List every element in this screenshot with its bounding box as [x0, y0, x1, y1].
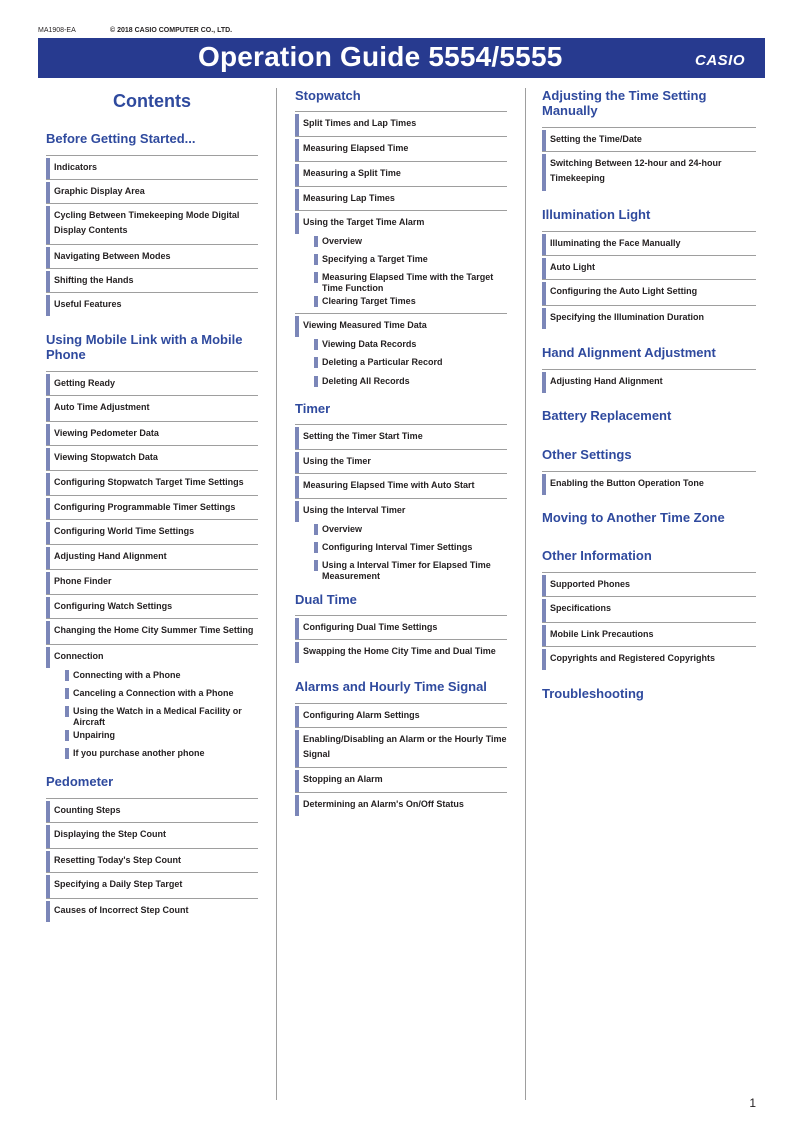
toc-column-1 — [46, 88, 258, 922]
toc-link[interactable]: Enabling the Button Operation Tone — [542, 471, 756, 495]
page-title: Operation Guide 5554/5555 — [198, 41, 563, 72]
toc-link[interactable]: Measuring Elapsed Time — [295, 136, 507, 161]
toc-link[interactable]: Configuring Dual Time Settings — [295, 615, 507, 639]
toc-sublink[interactable]: Deleting a Particular Record — [295, 355, 507, 374]
casio-logo: CASIO — [694, 52, 745, 69]
top-meta — [38, 27, 233, 34]
toc-link[interactable]: Measuring a Split Time — [295, 161, 507, 186]
toc-link[interactable]: Enabling/Disabling an Alarm or the Hourly Time Signal — [295, 727, 507, 767]
toc-link[interactable]: Copyrights and Registered Copyrights — [542, 646, 756, 670]
toc-link[interactable]: Using the Target Time Alarm — [295, 210, 507, 234]
toc-link[interactable]: Swapping the Home City Time and Dual Time — [295, 639, 507, 663]
toc-link[interactable]: Specifying the Illumination Duration — [542, 305, 756, 329]
toc-link[interactable]: Configuring Alarm Settings — [295, 703, 507, 727]
toc-link[interactable]: Configuring World Time Settings — [46, 519, 258, 544]
toc-link[interactable]: Auto Light — [542, 255, 756, 279]
toc-link[interactable]: Setting the Time/Date — [542, 127, 756, 151]
section-heading[interactable]: Pedometer — [46, 774, 114, 789]
toc-link[interactable]: Specifications — [542, 596, 756, 622]
toc-sublink[interactable]: Specifying a Target Time — [295, 252, 507, 270]
section-heading[interactable]: Using Mobile Link with a Mobile Phone — [46, 332, 243, 362]
toc-link[interactable]: Useful Features — [46, 292, 258, 316]
title-banner — [38, 38, 765, 78]
toc-link[interactable]: Navigating Between Modes — [46, 244, 258, 268]
toc-sublink[interactable]: Clearing Target Times — [295, 294, 507, 313]
toc-link[interactable]: Connection — [46, 644, 258, 668]
section-heading[interactable]: Moving to Another Time Zone — [542, 510, 725, 525]
toc-link[interactable]: Using the Interval Timer — [295, 498, 507, 522]
toc-link[interactable]: Phone Finder — [46, 569, 258, 594]
toc-link[interactable]: Indicators — [46, 155, 258, 179]
section-heading[interactable]: Stopwatch — [295, 88, 361, 103]
toc-sublink[interactable]: Using the Watch in a Medical Facility or Aircraft — [46, 704, 258, 728]
toc-sublink[interactable]: Unpairing — [46, 728, 258, 746]
copyright-notice: © 2018 CASIO COMPUTER CO., LTD. — [110, 27, 233, 34]
toc-link[interactable]: Configuring Stopwatch Target Time Settings — [46, 470, 258, 495]
toc-link[interactable]: Counting Steps — [46, 798, 258, 822]
toc-sublink[interactable]: Measuring Elapsed Time with the Target Time Function — [295, 270, 507, 294]
section-heading[interactable]: Illumination Light — [542, 207, 651, 222]
toc-link[interactable]: Resetting Today's Step Count — [46, 848, 258, 872]
toc-link[interactable]: Specifying a Daily Step Target — [46, 872, 258, 898]
section-heading[interactable]: Other Information — [542, 548, 652, 563]
toc-sublink[interactable]: Configuring Interval Timer Settings — [295, 540, 507, 558]
column-divider — [525, 88, 526, 1100]
toc-link[interactable]: Viewing Measured Time Data — [295, 313, 507, 337]
section-heading[interactable]: Hand Alignment Adjustment — [542, 345, 716, 360]
section-heading[interactable]: Battery Replacement — [542, 408, 672, 423]
toc-link[interactable]: Using the Timer — [295, 449, 507, 473]
toc-link[interactable]: Switching Between 12-hour and 24-hour Timekeeping — [542, 151, 756, 191]
toc-link[interactable]: Viewing Pedometer Data — [46, 421, 258, 445]
document-code: MA1908-EA — [38, 27, 76, 34]
toc-sublink[interactable]: Overview — [295, 234, 507, 252]
toc-link[interactable]: Configuring the Auto Light Setting — [542, 279, 756, 305]
toc-sublink[interactable]: If you purchase another phone — [46, 746, 258, 764]
toc-link[interactable]: Measuring Lap Times — [295, 186, 507, 210]
toc-link[interactable]: Supported Phones — [542, 572, 756, 596]
toc-link[interactable]: Auto Time Adjustment — [46, 395, 258, 421]
section-heading[interactable]: Adjusting the Time Setting Manually — [542, 88, 707, 118]
toc-link[interactable]: Mobile Link Precautions — [542, 622, 756, 646]
toc-link[interactable]: Viewing Stopwatch Data — [46, 445, 258, 470]
toc-sublink[interactable]: Using a Interval Timer for Elapsed Time Measurement — [295, 558, 507, 582]
section-heading[interactable]: Troubleshooting — [542, 686, 644, 701]
toc-sublink[interactable]: Deleting All Records — [295, 374, 507, 392]
toc-link[interactable]: Setting the Timer Start Time — [295, 424, 507, 449]
contents-title: Contents — [113, 91, 191, 111]
toc-link[interactable]: Causes of Incorrect Step Count — [46, 898, 258, 922]
column-divider — [276, 88, 277, 1100]
section-heading[interactable]: Before Getting Started... — [46, 131, 196, 146]
section-heading[interactable]: Timer — [295, 401, 331, 416]
toc-link[interactable]: Configuring Programmable Timer Settings — [46, 495, 258, 519]
toc-link[interactable]: Displaying the Step Count — [46, 822, 258, 848]
toc-link[interactable]: Getting Ready — [46, 371, 258, 395]
toc-link[interactable]: Measuring Elapsed Time with Auto Start — [295, 473, 507, 498]
page-number: 1 — [749, 1096, 756, 1110]
section-heading[interactable]: Other Settings — [542, 447, 632, 462]
toc-link[interactable]: Illuminating the Face Manually — [542, 231, 756, 255]
toc-sublink[interactable]: Overview — [295, 522, 507, 540]
toc-link[interactable]: Stopping an Alarm — [295, 767, 507, 792]
toc-link[interactable]: Shifting the Hands — [46, 268, 258, 292]
toc-column-3 — [542, 88, 756, 710]
toc-link[interactable]: Graphic Display Area — [46, 179, 258, 203]
toc-column-2 — [295, 88, 507, 816]
toc-sublink[interactable]: Canceling a Connection with a Phone — [46, 686, 258, 704]
toc-link[interactable]: Configuring Watch Settings — [46, 594, 258, 618]
toc-sublink[interactable]: Viewing Data Records — [295, 337, 507, 355]
section-heading[interactable]: Alarms and Hourly Time Signal — [295, 679, 487, 694]
toc-link[interactable]: Determining an Alarm's On/Off Status — [295, 792, 507, 816]
toc-link[interactable]: Split Times and Lap Times — [295, 111, 507, 136]
toc-link[interactable]: Changing the Home City Summer Time Setting — [46, 618, 258, 644]
toc-link[interactable]: Adjusting Hand Alignment — [46, 544, 258, 569]
toc-link[interactable]: Cycling Between Timekeeping Mode Digital Display Contents — [46, 203, 258, 244]
toc-sublink[interactable]: Connecting with a Phone — [46, 668, 258, 686]
toc-link[interactable]: Adjusting Hand Alignment — [542, 369, 756, 393]
section-heading[interactable]: Dual Time — [295, 592, 357, 607]
